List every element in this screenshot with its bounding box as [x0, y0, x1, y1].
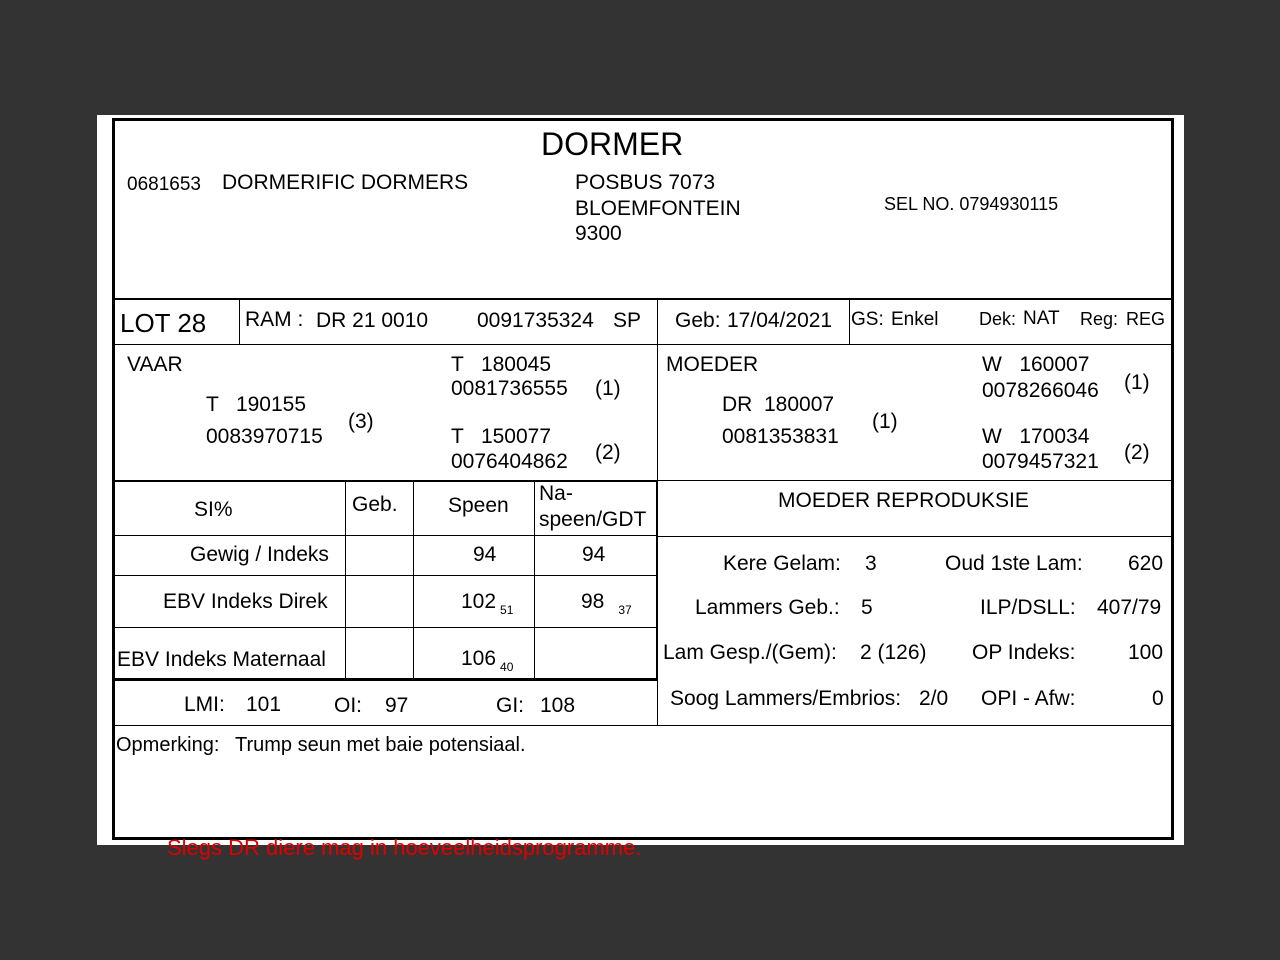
sire-reg: 0083970715 [206, 425, 323, 448]
opi-label: OPI - Afw: [981, 687, 1076, 710]
si-header-naspeen-2: speen/GDT [539, 508, 647, 531]
dam-sire-reg: 0078266046 [982, 379, 1099, 402]
dam-sire-id: W 160007 [982, 353, 1090, 376]
frame-left [112, 118, 115, 840]
sire-dam-reg: 0076404862 [451, 450, 568, 473]
breeder-number: 0681653 [127, 174, 201, 195]
frame-right [1171, 118, 1174, 840]
vr-si-right [656, 482, 658, 680]
gs-value: Enkel [891, 309, 939, 330]
si-row-1-naspeen: 94 [582, 543, 606, 566]
reg-value: REG [1126, 309, 1166, 329]
gs-label: GS: [851, 309, 884, 330]
frame-top [113, 118, 1173, 121]
birth-label: Geb: [675, 309, 721, 332]
breed-title: DORMER [541, 126, 684, 162]
opi-value: 0 [1152, 687, 1164, 710]
ram-id: DR 21 0010 [316, 309, 429, 332]
sire-dam-count: (2) [595, 441, 621, 464]
hr-lot-bottom [113, 344, 1173, 345]
sire-count: (3) [348, 410, 374, 433]
dam-reg: 0081353831 [722, 425, 839, 448]
dam-heading: MOEDER [666, 353, 759, 376]
vr-ram [657, 299, 658, 345]
soog-label: Soog Lammers/Embrios: [670, 687, 902, 710]
hr-pedigree-right-bottom [658, 480, 1173, 481]
remarks-text: Trump seun met baie potensiaal. [235, 734, 526, 756]
si-row-3-speen-sub: 40 [500, 660, 514, 674]
registration-number: 0091735324 [477, 309, 594, 332]
si-row-3-speen [461, 648, 513, 673]
oi-value: 97 [385, 694, 409, 717]
sire-sire-count: (1) [595, 377, 621, 400]
birth-date: 17/04/2021 [727, 309, 833, 332]
dam-dam-count: (2) [1124, 441, 1150, 464]
gi-label: GI: [496, 694, 525, 717]
si-row-2-speen-value: 102 [461, 590, 497, 613]
sel-number: SEL NO. 0794930115 [884, 194, 1059, 214]
ilp-label: ILP/DSLL: [980, 596, 1076, 619]
kere-label: Kere Gelam: [723, 552, 841, 575]
lot-number: LOT 28 [120, 308, 207, 338]
si-row-2-naspeen-value: 98 [581, 590, 605, 613]
si-header-speen: Speen [448, 494, 509, 517]
dam-sire-count: (1) [1124, 371, 1150, 394]
vr-si-geb [413, 482, 414, 680]
hr-si-header [113, 535, 657, 536]
si-row-2-speen-sub: 51 [500, 603, 514, 617]
si-row-1-label: Gewig / Indeks [190, 543, 329, 566]
si-row-3-label: EBV Indeks Maternaal [117, 648, 326, 671]
op-value: 100 [1128, 641, 1164, 664]
reg-label: Reg: [1080, 309, 1119, 329]
soog-value: 2/0 [919, 687, 949, 710]
si-row-3-speen-value: 106 [461, 647, 497, 670]
ram-status: SP [613, 309, 642, 332]
sire-id: T 190155 [206, 393, 307, 416]
op-label: OP Indeks: [972, 641, 1076, 664]
repro-heading: MOEDER REPRODUKSIE [778, 489, 1029, 512]
si-row-2-speen [461, 591, 513, 616]
sire-heading: VAAR [127, 353, 183, 376]
hr-si-row2 [113, 627, 657, 628]
address-line-3: 9300 [575, 222, 622, 245]
si-row-1-speen: 94 [473, 543, 497, 566]
si-header-naspeen-1: Na- [539, 482, 573, 505]
breeder-name: DORMERIFIC DORMERS [222, 171, 469, 194]
vr-si-label [345, 482, 346, 680]
vr-lot [239, 299, 240, 345]
address-line-2: BLOEMFONTEIN [575, 197, 741, 220]
hr-repro-header [658, 536, 1173, 537]
sire-sire-reg: 0081736555 [451, 377, 568, 400]
hr-index-bottom [113, 725, 1173, 726]
dam-dam-id: W 170034 [982, 425, 1090, 448]
hr-pedigree-left-bottom [113, 480, 657, 482]
oud-label: Oud 1ste Lam: [945, 552, 1083, 575]
oi-label: OI: [334, 694, 363, 717]
kere-value: 3 [865, 552, 877, 575]
hr-si-bottom [113, 678, 657, 681]
ram-label: RAM : [245, 308, 304, 331]
ilp-value: 407/79 [1097, 596, 1162, 619]
hr-header-bottom [113, 298, 1173, 300]
vr-si-speen [534, 482, 535, 680]
hr-si-row1 [113, 575, 657, 576]
si-header-label: SI% [194, 498, 233, 521]
dam-count: (1) [872, 410, 898, 433]
remarks-label: Opmerking: [116, 734, 220, 756]
footer-note: Slegs DR diere mag in hoeveelheidsprogramme. [167, 835, 642, 860]
lmi-label: LMI: [184, 693, 225, 716]
dek-value: NAT [1023, 308, 1060, 329]
dam-dam-reg: 0079457321 [982, 450, 1099, 473]
gi-value: 108 [540, 694, 576, 717]
vr-geb [849, 299, 850, 345]
sire-sire-id: T 180045 [451, 353, 552, 376]
lammers-value: 5 [861, 596, 873, 619]
gesp-label: Lam Gesp./(Gem): [663, 641, 837, 664]
address-line-1: POSBUS 7073 [575, 171, 716, 194]
dek-label: Dek: [979, 309, 1017, 329]
oud-value: 620 [1128, 552, 1164, 575]
si-row-2-label: EBV Indeks Direk [163, 590, 328, 613]
lmi-value: 101 [246, 693, 282, 716]
sire-dam-id: T 150077 [451, 425, 552, 448]
lammers-label: Lammers Geb.: [695, 596, 840, 619]
si-row-2-naspeen [581, 591, 632, 616]
si-row-2-naspeen-sub: 37 [618, 603, 632, 617]
gesp-value: 2 (126) [860, 641, 927, 664]
dam-id: DR 180007 [722, 393, 835, 416]
sale-card [97, 115, 1184, 860]
si-header-geb: Geb. [352, 493, 398, 516]
